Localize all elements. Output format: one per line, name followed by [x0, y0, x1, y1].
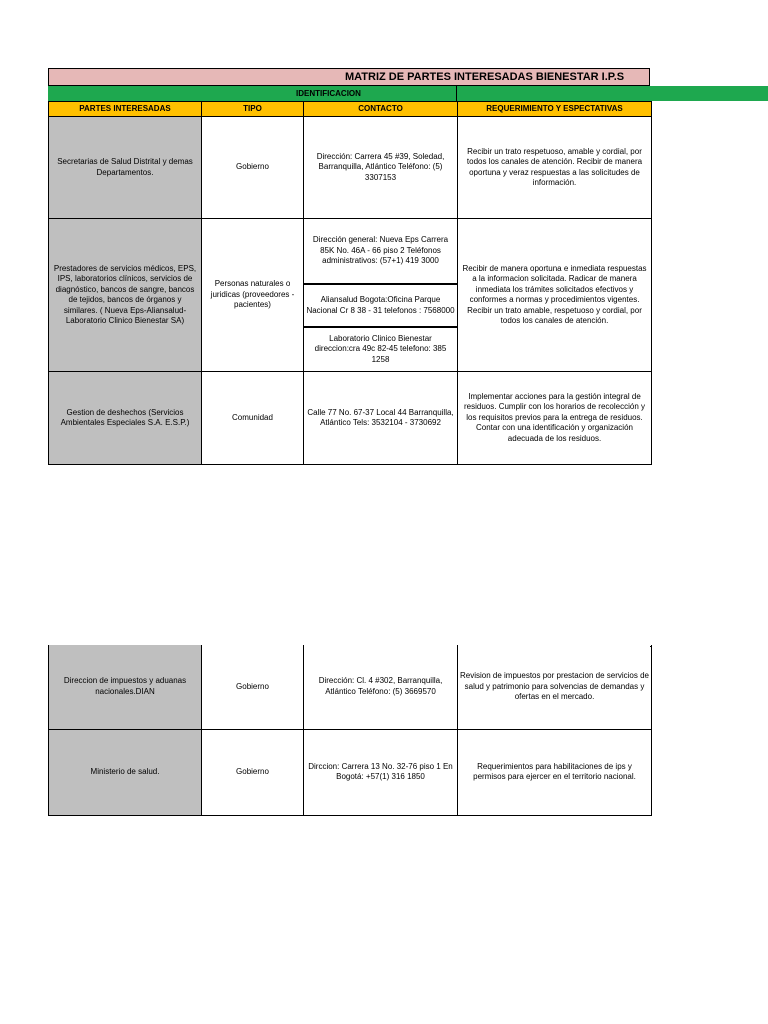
party-cell: Gestion de deshechos (Servicios Ambientales Especiales S.A. E.S.P.): [49, 372, 202, 465]
table-row: [49, 219, 652, 372]
header-requerimiento: REQUERIMIENTO Y ESPECTATIVAS: [458, 102, 652, 117]
stakeholder-table: [48, 101, 652, 465]
contact-cell: Dirccion: Carrera 13 No. 32-76 piso 1 En Bogotá: +57(1) 316 1850: [304, 729, 458, 815]
section-divider: [456, 86, 457, 101]
table-header-row: [49, 102, 652, 117]
type-cell: Personas naturales o juridicas (proveedores - pacientes): [202, 219, 304, 372]
contact-cell: Dirección general: Nueva Eps Carrera 85K No. 46A - 66 piso 2 Teléfonos administrativos: (57+1) 419 3000: [312, 235, 449, 266]
type-cell: Gobierno: [202, 645, 304, 729]
contact-cell: Calle 77 No. 67-37 Local 44 Barranquilla, Atlántico Tels: 3532104 - 3730692: [304, 372, 458, 465]
stakeholder-table-continued: [48, 645, 652, 816]
contact-cell: Dirección: Cl. 4 #302, Barranquilla, Atlántico Teléfono: (5) 3669570: [304, 645, 458, 729]
header-partes-interesadas: PARTES INTERESADAS: [49, 102, 202, 117]
table-row: [49, 372, 652, 465]
section-label: IDENTIFICACION: [296, 89, 361, 98]
requirement-cell: Implementar acciones para la gestión integral de residuos. Cumplir con los horarios de recolección y los requisitos previos para la entrega de residuos. Contar con una identificación y organización adecuada de los residuos.: [458, 372, 652, 465]
party-cell: Ministerio de salud.: [49, 729, 202, 815]
requirement-cell: Requerimientos para habilitaciones de ips y permisos para ejercer en el territorio nacional.: [458, 729, 652, 815]
party-cell: Direccion de impuestos y aduanas nacionales.DIAN: [49, 645, 202, 729]
table-row: [49, 117, 652, 219]
contact-cell: Aliansalud Bogota:Oficina Parque Nacional Cr 8 38 - 31 telefonos : 7568000: [304, 283, 457, 326]
type-cell: Gobierno: [202, 729, 304, 815]
table-row: [49, 729, 652, 815]
type-cell: Comunidad: [202, 372, 304, 465]
party-cell: Prestadores de servicios médicos, EPS, IPS, laboratorios clínicos, servicios de diagnóstico, bancos de sangre, bancos de tejidos, bancos de órganos y similares. ( Nueva Eps-Aliansalud-Laboratorio Clinico Bienestar SA): [49, 219, 202, 372]
header-contacto: CONTACTO: [304, 102, 458, 117]
requirement-cell: Revision de impuestos por prestacion de servicios de salud y patrimonio para solvencias de demandas y ofertas en el mercado.: [458, 645, 652, 729]
party-cell: Secretarias de Salud Distrital y demas Departamentos.: [49, 117, 202, 219]
requirement-cell: Recibir un trato respetuoso, amable y cordial, por todos los canales de atención. Recibir de manera oportuna y veraz respuestas a las solicitudes de información.: [458, 117, 652, 219]
contact-cell: Laboratorio Clinico Bienestar direccion:cra 49c 82-45 telefono: 385 1258: [304, 326, 457, 371]
header-tipo: TIPO: [202, 102, 304, 117]
contact-cell: Dirección: Carrera 45 #39, Soledad, Barranquilla, Atlántico Teléfono: (5) 3307153: [304, 117, 458, 219]
contact-cell-group: [304, 219, 458, 372]
table-row: [49, 645, 652, 729]
type-cell: Gobierno: [202, 117, 304, 219]
requirement-cell: Recibir de manera oportuna e inmediata respuestas a la informacion solicitada. Radicar de manera inmediata los trámites solicitados efectivos y conformes a normas y procedimientos vigentes. Recibir un trato amable, respetuoso y cordial, por todos los canales de atención.: [458, 219, 652, 372]
matrix-title: MATRIZ DE PARTES INTERESADAS BIENESTAR I.P.S: [48, 68, 650, 86]
